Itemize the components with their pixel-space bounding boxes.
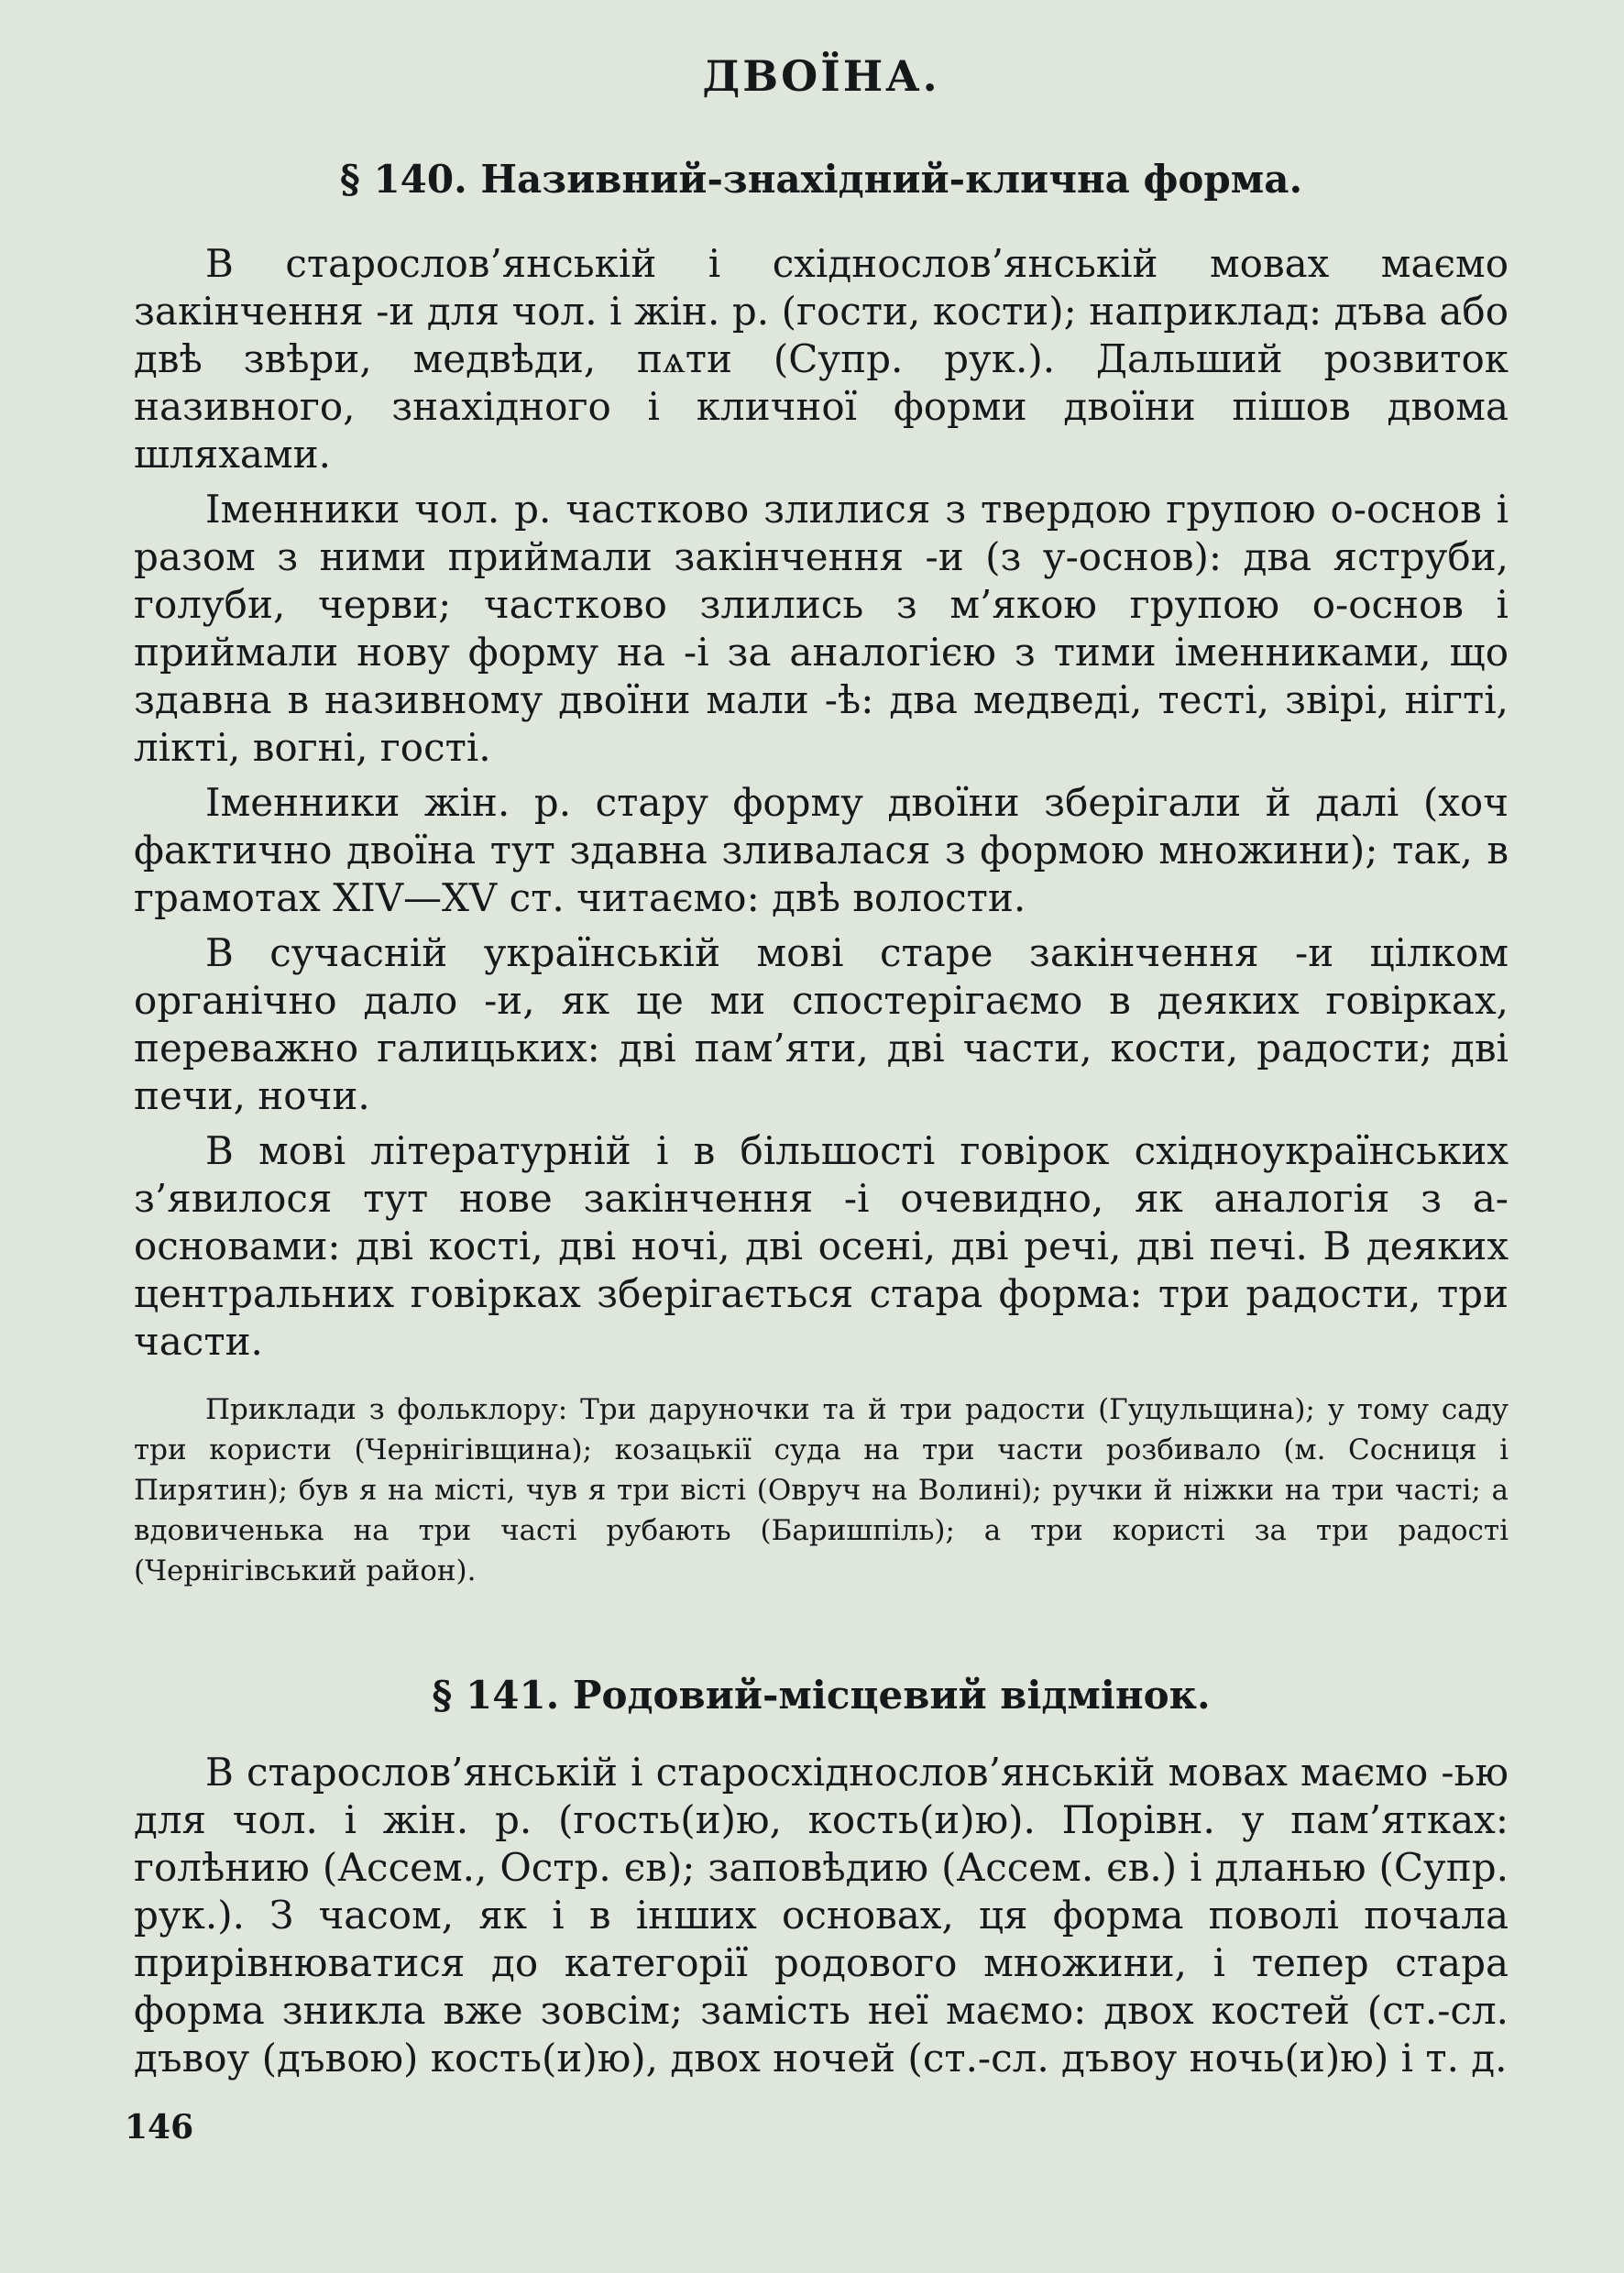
section-140-paragraph-1: В старослов’янській і східнослов’янській мовах маємо закінчення -и для чол. і жін. р. (гости, кости); наприклад: дъва або двѣ звѣри, медвѣди, пѧти (Супр. рук.). Дальший розвиток називного, знахідного і кличної форми двоїни пішов двома шляхами. (134, 241, 1509, 477)
section-140-paragraph-4: В сучасній українській мові старе закінчення -и цілком органічно дало -и, як це ми спостерігаємо в деяких говірках, переважно галицьких: дві пам’яти, дві части, кости, радости; дві печи, ночи. (134, 930, 1509, 1118)
section-140-paragraph-3: Іменники жін. р. стару форму двоїни зберігали й далі (хоч фактично двоїна тут здавна зливалася з формою множини); так, в грамотах XIV—XV ст. читаємо: двѣ волости. (134, 780, 1509, 920)
section-140-paragraph-2: Іменники чол. р. частково злилися з твердою групою о-основ і разом з ними приймали закінчення -и (з у-основ): два яструби, голуби, черви; частково злились з м’якою групою о-основ і приймали нову форму на -і за аналогією з тими іменниками, що здавна в називному двоїни мали -ѣ: два медведі, тесті, звірі, нігті, лікті, вогні, гості. (134, 487, 1509, 770)
section-140-heading: § 140. Називний-знахідний-клична форма. (339, 157, 1303, 202)
section-141-heading: § 141. Родовий-місцевий відмінок. (432, 1673, 1211, 1718)
page-number: 146 (125, 2108, 194, 2147)
folklore-examples-note: Приклади з фольклору: Три даруночки та й три радости (Гуцульщина); у тому саду три користи (Чернігівщина); козацькії суда на три части розбивало (м. Сосниця і Пирятин); був я на місті, чув я три вісті (Овруч на Волині); ручки й ніжки на три часті; а вдовиченька на три часті рубають (Баришпіль); а три користі за три радості (Чернігівський район). (134, 1393, 1509, 1587)
section-140-paragraph-5: В мові літературній і в більшості говірок східноукраїнських з’явилося тут нове закінчення -і очевидно, як аналогія з а-основами: дві кості, дві ночі, дві осені, дві речі, дві печі. В деяких центральних говірках зберігається стара форма: три радости, три части. (134, 1128, 1509, 1364)
section-141-paragraph-1: В старослов’янській і старосхіднослов’янській мовах маємо -ью для чол. і жін. р. (гость(и)ю, кость(и)ю). Порівн. у пам’ятках: голѣнию (Ассем., Остр. єв); заповѣдию (Ассем. єв.) і дланью (Супр. рук.). З часом, як і в інших основах, ця форма поволі почала прирівнюватися до категорії родового множини, і тепер стара форма зникла вже зовсім; замість неї маємо: двох костей (ст.-сл. дъвоу (дъвою) кость(и)ю), двох ночей (ст.-сл. дъвоу ночь(и)ю) і т. д. (134, 1750, 1509, 2081)
chapter-title: ДВОЇНА. (702, 51, 940, 101)
